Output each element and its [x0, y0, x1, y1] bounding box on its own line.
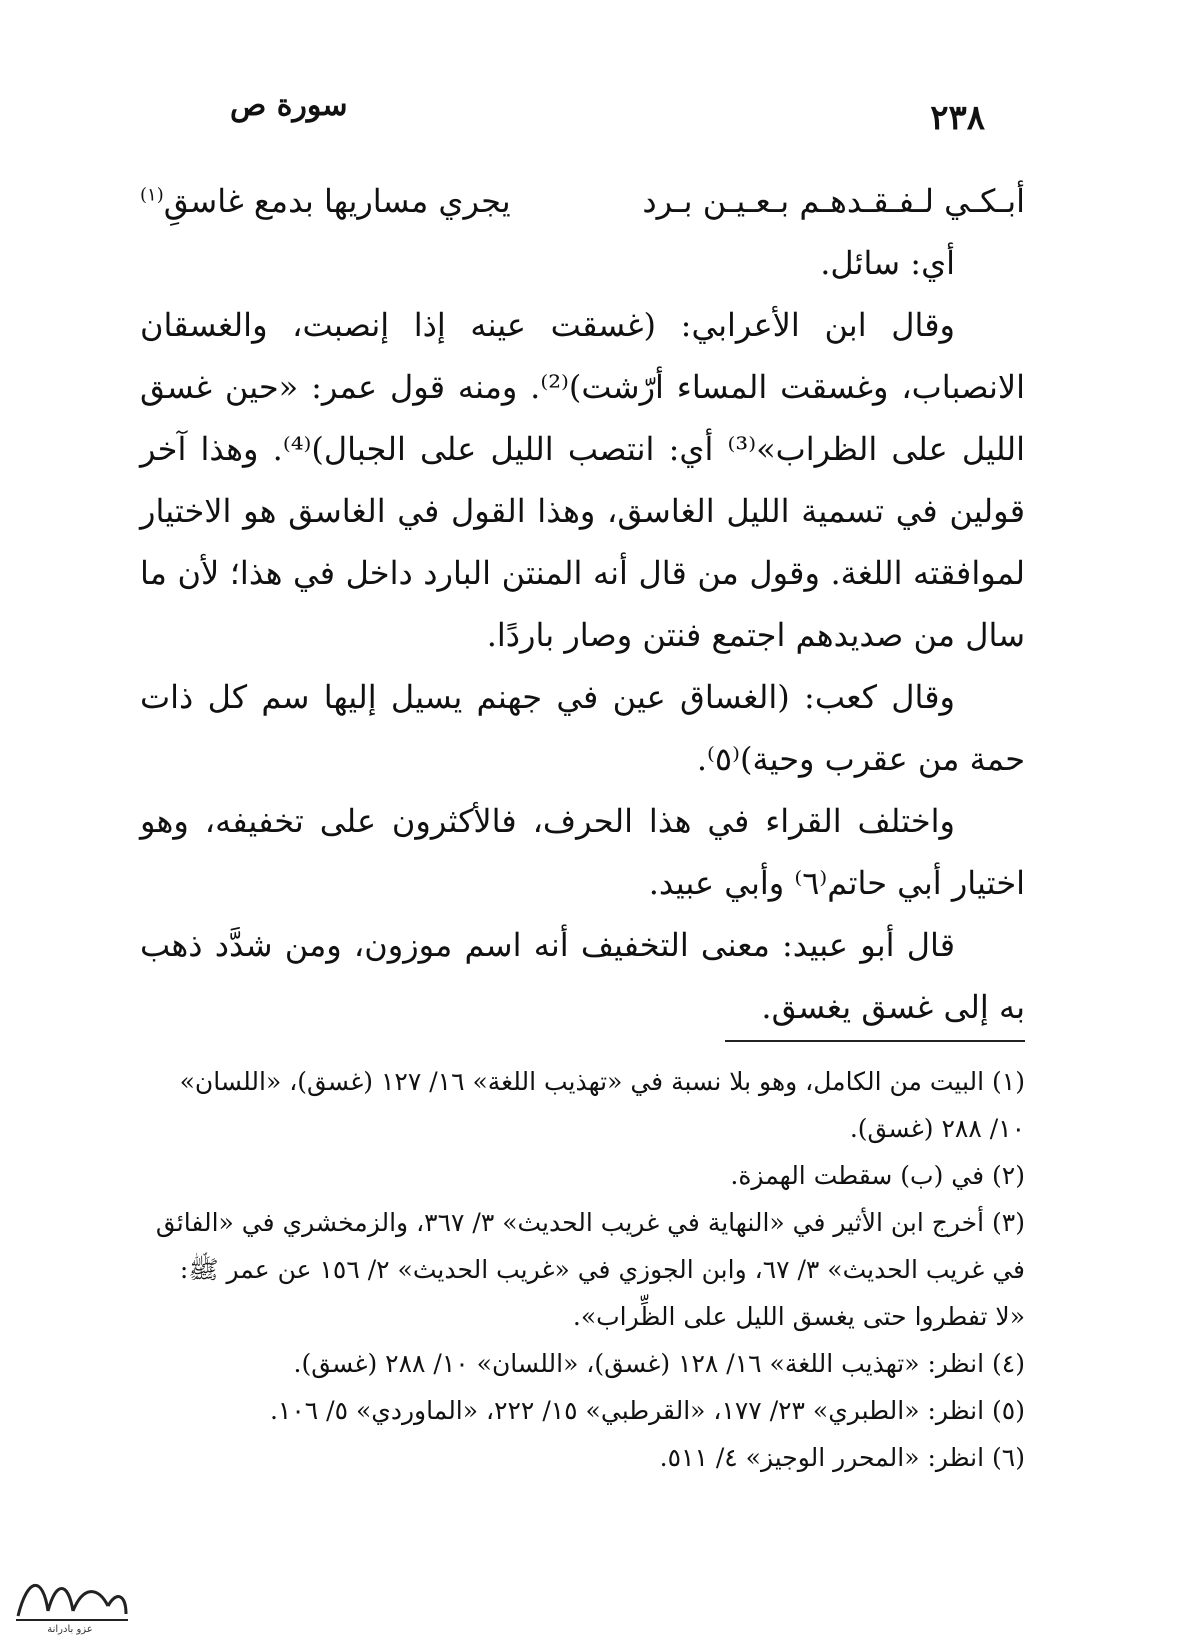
footnote: (٥) انظر: «الطبري» ٢٣/ ١٧٧، «القرطبي» ١٥/ ٢٢٢، «الماوردي» ٥/ ١٠٦.: [269, 1396, 1025, 1425]
paragraph: أي: سائل.: [820, 244, 955, 282]
surah-title: سورة ص: [230, 88, 348, 123]
paragraph: وقال ابن الأعرابي: (غسقت عينه إذا إنصبت، والغسقان الانصباب، وغسقت المساء أرّشت)⁽²⁾. ومنه قول عمر: «حين غسق الليل على الظراب»⁽³⁾ أي: انتصب الليل على الجبال)⁽⁴⁾. وهذا آخر قولين في تسمية الليل الغاسق، وهذا القول في الغاسق هو الاختيار لموافقته اللغة. وقول من قال أنه المنتن البارد داخل في هذا؛ لأن ما سال من صديدهم اجتمع فنتن وصار باردًا.: [140, 306, 1026, 654]
publisher-logo: [8, 1556, 133, 1636]
page-header: [200, 88, 985, 138]
paragraph: وقال كعب: (الغساق عين في جهنم يسيل إليها سم كل ذات حمة من عقرب وحية)⁽٥⁾.: [140, 678, 1025, 778]
svg-text:عزو بادرانة: عزو بادرانة: [47, 1624, 93, 1635]
poetry-verse: [140, 170, 1025, 232]
footnote: (٤) انظر: «تهذيب اللغة» ١٦/ ١٢٨ (غسق)، «اللسان» ١٠/ ٢٨٨ (غسق).: [293, 1349, 1025, 1378]
footnote: (١) البيت من الكامل، وهو بلا نسبة في «تهذيب اللغة» ١٦/ ١٢٧ (غسق)، «اللسان» ١٠/ ٢٨٨ (غسق).: [179, 1067, 1025, 1143]
footnote: (٢) في (ب) سقطت الهمزة.: [730, 1161, 1025, 1190]
verse-hemistich-1: أبـكـي لـفـقـدهـم بـعـيـن بـرد: [642, 182, 1025, 220]
footnote-separator: [725, 1040, 1025, 1042]
footnote: (٦) انظر: «المحرر الوجيز» ٤/ ٥١١.: [659, 1443, 1025, 1472]
footnotes: [150, 1058, 1025, 1481]
verse-hemistich-2: يجري مساريها بدمع غاسقِ$^{(١)}$: [140, 182, 511, 220]
footnote: (٣) أخرج ابن الأثير في «النهاية في غريب الحديث» ٣/ ٣٦٧، والزمخشري في «الفائق في غريب الحديث» ٣/ ٦٧، وابن الجوزي في «غريب الحديث» ٢/ ١٥٦ عن عمر ﷺ: «لا تفطروا حتى يغسق الليل على الظِّراب».: [155, 1208, 1025, 1331]
paragraph: واختلف القراء في هذا الحرف، فالأكثرون على تخفيفه، وهو اختيار أبي حاتم⁽٦⁾ وأبي عبيد.: [140, 802, 1025, 902]
paragraph: قال أبو عبيد: معنى التخفيف أنه اسم موزون، ومن شدَّد ذهب به إلى غسق يغسق.: [140, 926, 1025, 1026]
main-text: [140, 170, 1025, 1038]
page-number: ٢٣٨: [930, 98, 985, 138]
footnote-ref: (١): [140, 184, 164, 206]
